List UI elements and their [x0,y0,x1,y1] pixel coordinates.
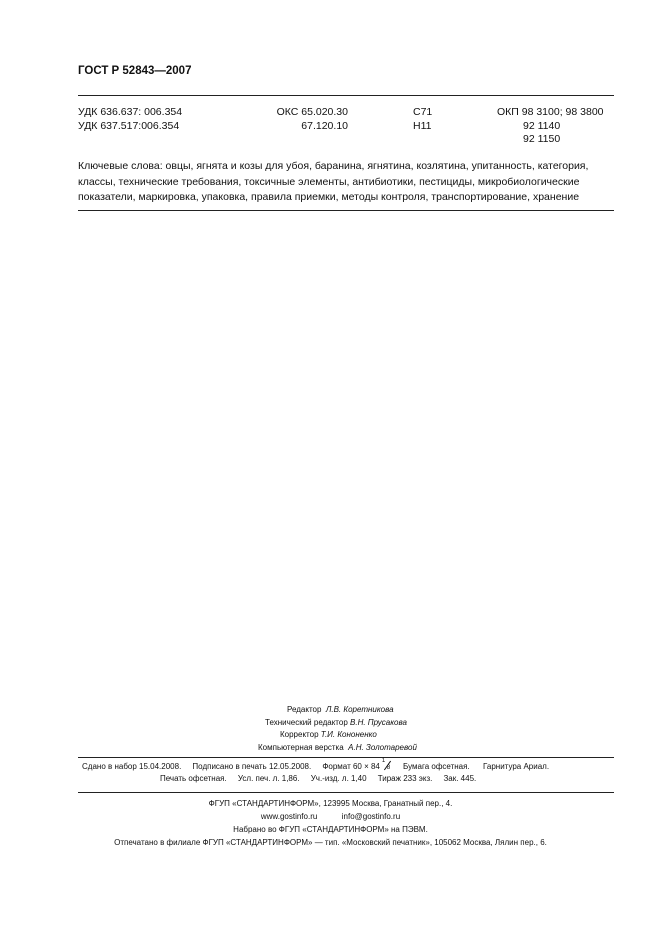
credit-name: В.Н. Прусакова [350,717,407,727]
footer-publisher: ФГУП «СТАНДАРТИНФОРМ», 123995 Москва, Гранатный пер., 4. [208,799,453,808]
credit-role: Технический редактор [265,717,348,727]
group-codes [413,106,432,133]
keywords-block [78,159,618,206]
document-header: ГОСТ Р 52843—2007 [78,65,192,77]
keywords-line: показатели, маркировка, упаковка, правила приемки, методы контроля, транспортирование, хранение [78,191,580,203]
fraction-denominator: 8 [386,765,391,771]
footer-email-link[interactable]: info@gostinfo.ru [341,812,401,821]
top-rule [78,95,614,96]
credit-tech-editor [240,717,417,730]
credit-role: Компьютерная верстка [258,742,344,752]
okp-line: ОКП 98 3100; 98 3800 [497,106,604,118]
udk-line: УДК 637.517:006.354 [78,119,180,132]
credit-layout [240,742,417,755]
footer-website-link[interactable]: www.gostinfo.ru [260,812,318,821]
keywords-line: Ключевые слова: овцы, ягнята и козы для убоя, баранина, ягнятина, козлятина, упитанность, категория, [78,160,589,172]
credit-name: Л.В. Коретникова [325,705,394,714]
pub-field: Печать офсетная. [160,774,227,783]
pub-field: Тираж 233 экз. [377,774,433,783]
okp-codes [497,106,604,147]
pub-field: Сдано в набор 15.04.2008. [82,762,182,771]
footer-contacts [0,810,661,823]
credit-role: Корректор [280,730,319,739]
publishing-line-2 [160,774,476,783]
credit-name: Т.И. Кононенко [320,730,377,739]
credit-role: Редактор [287,705,322,714]
pub-field: Усл. печ. л. 1,86. [237,774,300,783]
pub-field: Бумага офсетная. [403,762,470,771]
pub-field: Формат 60 × 84 [322,762,380,771]
okp-line: 92 1150 [523,133,561,145]
okp-line: 92 1140 [523,119,561,132]
credit-name: А.Н. Золотаревой [348,742,417,752]
footer-block [0,797,661,849]
pub-field: Гарнитура Ариал. [483,762,550,771]
group-line: Н11 [413,119,432,132]
fraction-numerator: 1 [381,758,386,764]
oks-line: 67.120.10 [301,119,348,132]
group-line: С71 [413,106,433,118]
footer-typeset: Набрано во ФГУП «СТАНДАРТИНФОРМ» на ПЭВМ. [233,825,428,834]
oks-codes [271,106,348,133]
publishing-line-1 [82,760,549,772]
format-fraction [382,760,392,772]
udk-line: УДК 636.637: 006.354 [78,106,183,118]
credits-rule [78,757,614,758]
keywords-rule [78,210,614,211]
credit-editor [240,704,417,717]
pub-field: Подписано в печать 12.05.2008. [192,762,312,771]
publishing-rule [78,792,614,793]
footer-printed: Отпечатано в филиале ФГУП «СТАНДАРТИНФОРМ» — тип. «Московский печатник», 105062 Москва, Лялин пер., 6. [114,838,547,847]
pub-field: Уч.-изд. л. 1,40 [310,774,367,783]
pub-field: Зак. 445. [443,774,477,783]
oks-line: ОКС 65.020.30 [276,106,348,118]
udk-codes [78,106,182,133]
credits-block [240,704,417,754]
keywords-line: классы, технические требования, токсичные элементы, антибиотики, пестициды, микробиологические [78,175,580,188]
credit-corrector [240,729,417,742]
